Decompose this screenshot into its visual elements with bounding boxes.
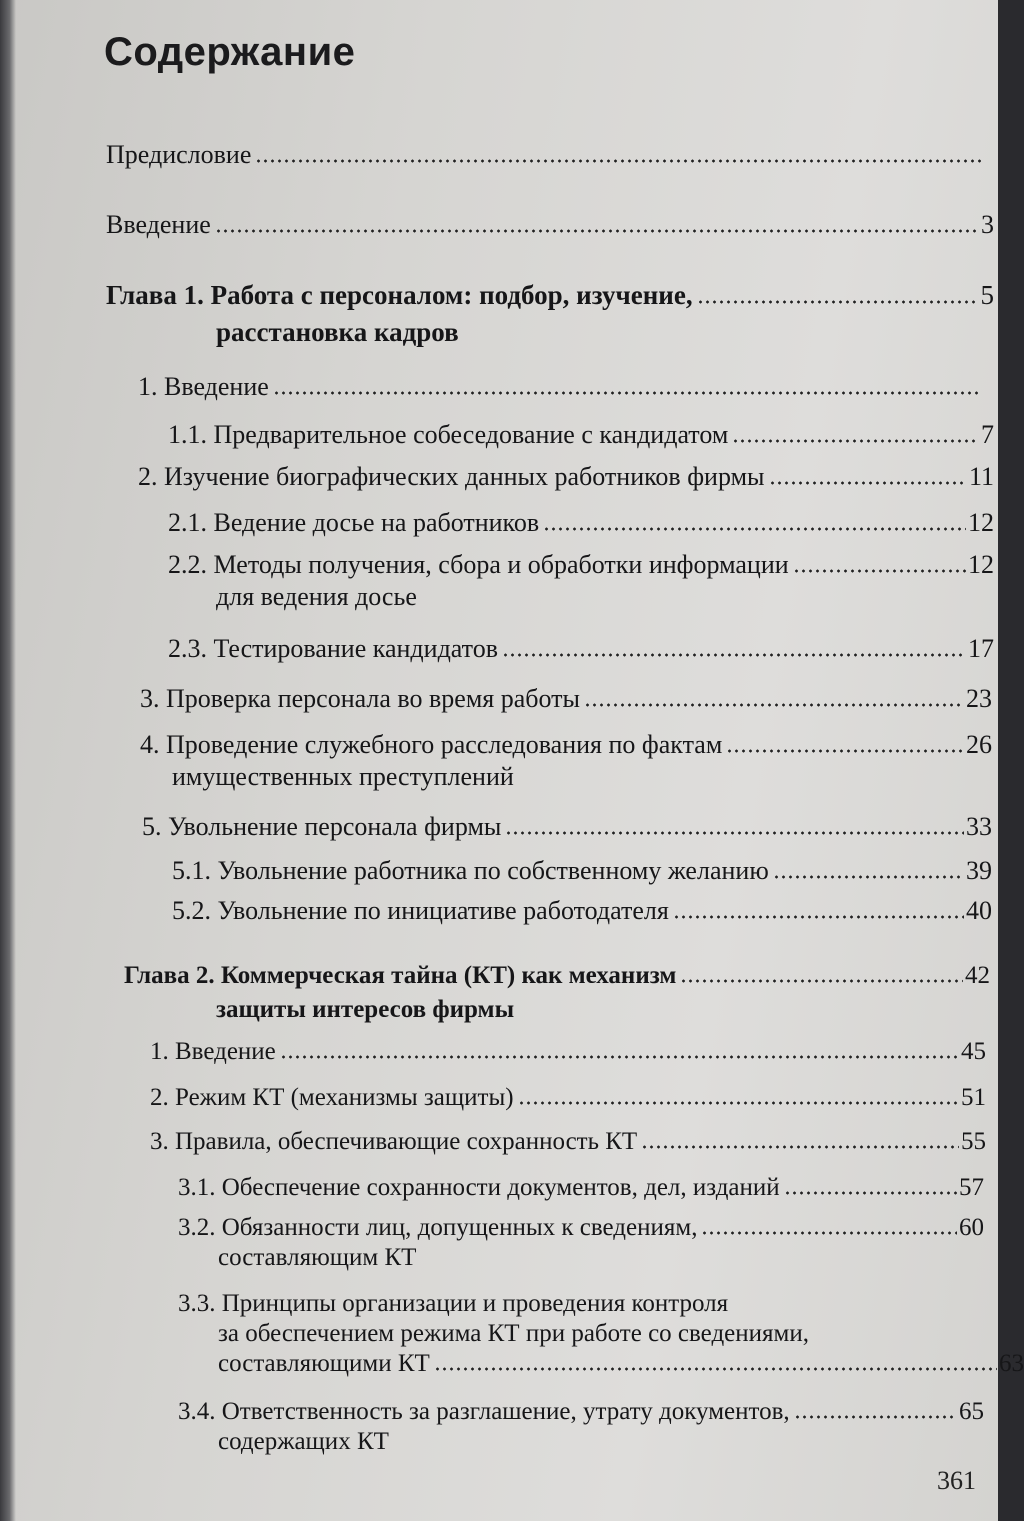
toc-entry-page: 55 bbox=[961, 1128, 986, 1155]
toc-entry bbox=[178, 1398, 984, 1470]
toc-entry bbox=[150, 1038, 986, 1072]
toc-entry-page: 39 bbox=[966, 856, 992, 885]
leader-dots bbox=[793, 569, 966, 573]
toc-entry-text: 2.2. Методы получения, сбора и обработки информации bbox=[168, 550, 789, 579]
toc-entry bbox=[140, 730, 992, 802]
leader-dots bbox=[784, 1191, 957, 1195]
leader-dots bbox=[434, 1367, 997, 1371]
toc-entry-text: 2.1. Ведение досье на работников bbox=[168, 508, 540, 537]
toc-entry bbox=[138, 462, 994, 496]
toc-entry-preface bbox=[106, 140, 984, 174]
toc-entry-page: 12 bbox=[968, 550, 994, 579]
toc-entry-continuation: имущественных преступлений bbox=[172, 762, 514, 791]
leader-dots bbox=[773, 875, 964, 879]
toc-entry-page: 3 bbox=[981, 210, 994, 239]
toc-entry-page: 51 bbox=[961, 1084, 986, 1111]
leader-dots bbox=[273, 391, 982, 395]
leader-dots bbox=[280, 1055, 959, 1059]
toc-entry bbox=[168, 634, 994, 668]
toc-entry bbox=[140, 684, 992, 718]
toc-entry-text: Предисловие bbox=[106, 140, 252, 169]
leader-dots bbox=[543, 527, 966, 531]
toc-entry-page: 23 bbox=[966, 684, 992, 713]
toc-entry bbox=[178, 1174, 984, 1208]
toc-entry-continuation: содержащих КТ bbox=[218, 1428, 389, 1455]
leader-dots bbox=[732, 439, 979, 443]
toc-entry-intro bbox=[106, 210, 994, 244]
toc-entry-page: 42 bbox=[965, 962, 990, 989]
toc-entry-page: 63 bbox=[999, 1350, 1024, 1377]
toc-entry-page: 26 bbox=[966, 730, 992, 759]
toc-entry-page: 33 bbox=[966, 812, 992, 841]
leader-dots bbox=[255, 159, 982, 163]
toc-entry-page: 57 bbox=[959, 1174, 984, 1201]
toc-entry-text: 1. Введение bbox=[150, 1038, 276, 1065]
toc-entry-text: Глава 2. Коммерческая тайна (КТ) как механизм bbox=[124, 962, 677, 989]
toc-entry bbox=[142, 812, 992, 846]
toc-entry-text: Глава 1. Работа с персоналом: подбор, изучение, bbox=[106, 280, 693, 310]
toc-entry bbox=[168, 420, 994, 454]
page-number: 361 bbox=[937, 1466, 976, 1495]
toc-entry bbox=[172, 856, 992, 890]
toc-entry-text: 1. Введение bbox=[138, 372, 269, 401]
leader-dots bbox=[794, 1415, 957, 1419]
toc-entry bbox=[138, 372, 984, 406]
toc-entry bbox=[168, 550, 994, 622]
toc-entry-text: 3.1. Обеспечение сохранности документов, дел, изданий bbox=[178, 1174, 780, 1201]
toc-entry-text: 3. Правила, обеспечивающие сохранность КТ bbox=[150, 1128, 638, 1155]
toc-entry bbox=[178, 1214, 984, 1286]
toc-entry-continuation: составляющим КТ bbox=[218, 1244, 417, 1271]
toc-entry-text: 4. Проведение служебного расследования по фактам bbox=[140, 730, 723, 759]
toc-entry bbox=[150, 1128, 986, 1162]
leader-dots bbox=[502, 653, 966, 657]
toc-entry-page: 45 bbox=[961, 1038, 986, 1065]
leader-dots bbox=[701, 1231, 957, 1235]
leader-dots bbox=[673, 915, 964, 919]
toc-entry-text: 2. Изучение биографических данных работников фирмы bbox=[138, 462, 765, 491]
leader-dots bbox=[697, 300, 979, 304]
toc-entry bbox=[168, 508, 994, 542]
toc-entry-text: 2. Режим КТ (механизмы защиты) bbox=[150, 1084, 514, 1111]
toc-entry-text: 2.3. Тестирование кандидатов bbox=[168, 634, 498, 663]
toc-entry bbox=[172, 896, 992, 930]
toc-entry-text: 3. Проверка персонала во время работы bbox=[140, 684, 580, 713]
book-spine-shadow bbox=[0, 0, 16, 1521]
leader-dots bbox=[215, 229, 979, 233]
toc-chapter-2 bbox=[124, 962, 990, 1038]
toc-entry-text: 3.3. Принципы организации и проведения контроля bbox=[178, 1290, 729, 1317]
toc-entry-continuation: за обеспечением режима КТ при работе со сведениями, bbox=[218, 1320, 809, 1347]
toc-entry-page: 60 bbox=[959, 1214, 984, 1241]
toc-entry-continuation: составляющими КТ bbox=[218, 1350, 430, 1377]
toc-entry-text: 3.4. Ответственность за разглашение, утрату документов, bbox=[178, 1398, 790, 1425]
toc-entry-text: 5.1. Увольнение работника по собственному желанию bbox=[172, 856, 769, 885]
leader-dots bbox=[680, 979, 963, 983]
toc-entry-text: 5.2. Увольнение по инициативе работодателя bbox=[172, 896, 669, 925]
leader-dots bbox=[518, 1101, 959, 1105]
toc-chapter-1 bbox=[106, 280, 994, 360]
leader-dots bbox=[584, 703, 964, 707]
toc-entry-page: 12 bbox=[968, 508, 994, 537]
toc-entry-page: 11 bbox=[968, 462, 994, 491]
toc-entry-text: 1.1. Предварительное собеседование с кандидатом bbox=[168, 420, 729, 449]
toc-entry bbox=[178, 1290, 1024, 1400]
leader-dots bbox=[505, 831, 964, 835]
leader-dots bbox=[641, 1145, 959, 1149]
leader-dots bbox=[769, 481, 967, 485]
toc-entry-page: 5 bbox=[980, 280, 994, 310]
toc-entry-page: 65 bbox=[959, 1398, 984, 1425]
page-title: Содержание bbox=[104, 30, 356, 74]
toc-entry-text: Введение bbox=[106, 210, 211, 239]
toc-entry-page: 17 bbox=[968, 634, 994, 663]
toc-entry-continuation: расстановка кадров bbox=[216, 317, 459, 347]
toc-entry-text: 5. Увольнение персонала фирмы bbox=[142, 812, 502, 841]
toc-entry-page: 40 bbox=[966, 896, 992, 925]
toc-entry bbox=[150, 1084, 986, 1118]
toc-entry-continuation: для ведения досье bbox=[216, 582, 417, 611]
leader-dots bbox=[726, 749, 964, 753]
toc-entry-text: 3.2. Обязанности лиц, допущенных к сведениям, bbox=[178, 1214, 698, 1241]
toc-entry-continuation: защиты интересов фирмы bbox=[216, 996, 515, 1023]
toc-entry-page: 7 bbox=[981, 420, 994, 449]
